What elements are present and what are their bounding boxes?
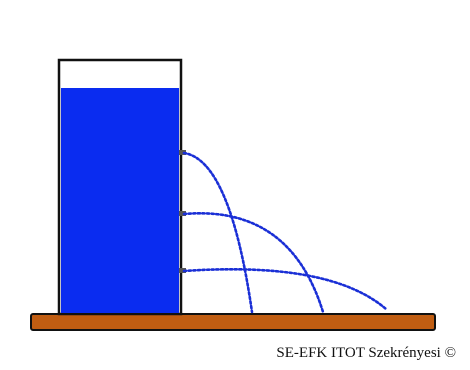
credit-text: SE-EFK ITOT Szekrényesi © [276, 345, 456, 361]
vessel-water [61, 88, 179, 313]
water-jet-middle [184, 213, 323, 312]
water-jet-top [184, 153, 252, 312]
water-jet-bottom [184, 269, 386, 309]
table-board [31, 314, 435, 330]
